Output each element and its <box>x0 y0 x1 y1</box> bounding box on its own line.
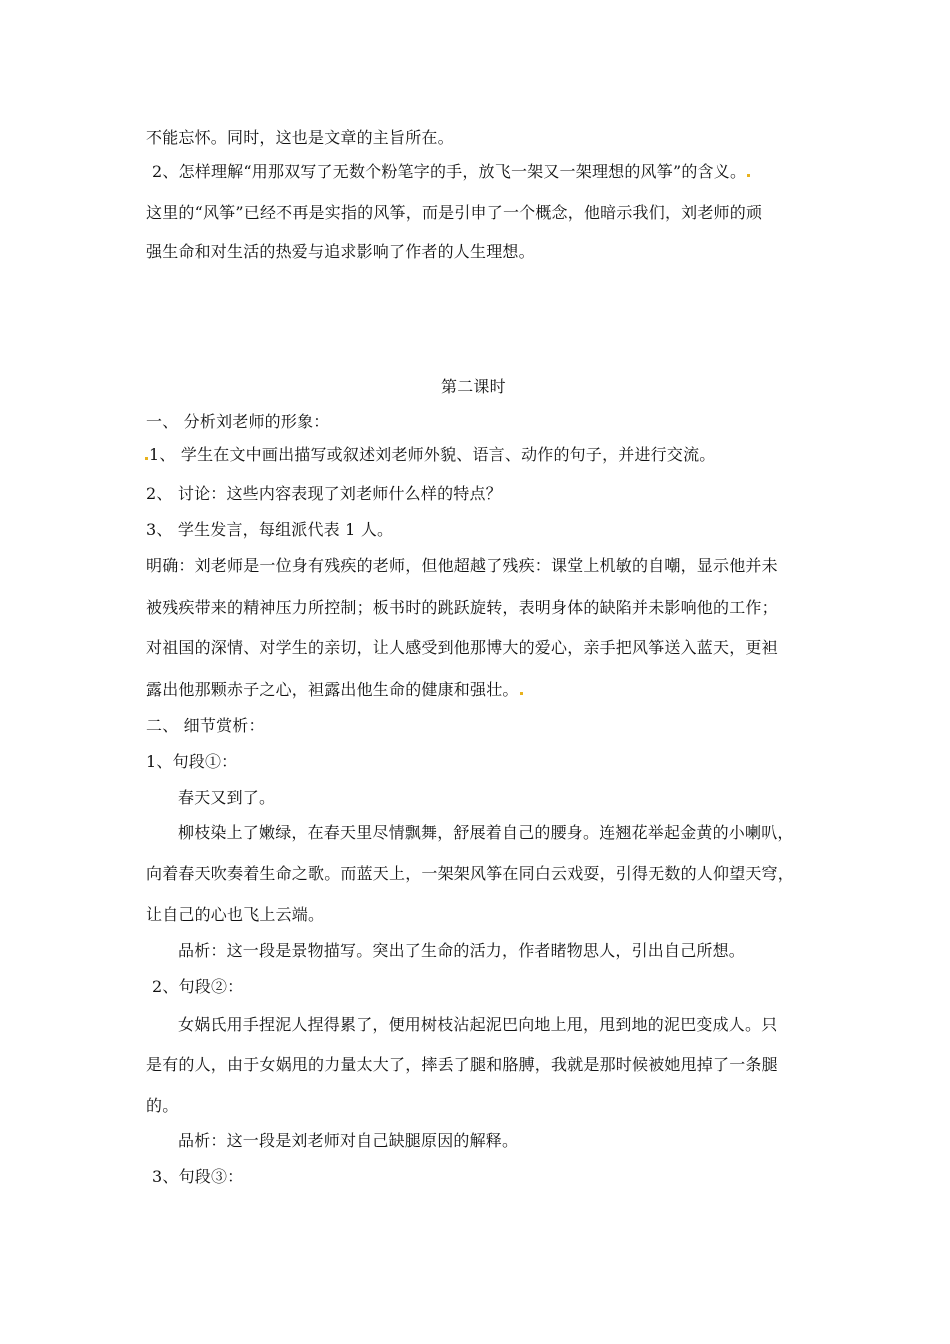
segment-2-text: 女娲氏用手捏泥人捏得累了，便用树枝沾起泥巴向地上甩，甩到地的泥巴变成人。只 <box>178 1015 778 1034</box>
part-1-item <box>144 445 715 465</box>
clarify-line: 明确：刘老师是一位身有残疾的老师，但他超越了残疾：课堂上机敏的自嘲，显示他并未 <box>146 556 778 575</box>
part-1-heading: 一、 分析刘老师的形象： <box>146 412 330 431</box>
segment-1-analysis: 品析：这一段是景物描写。突出了生命的活力，作者睹物思人，引出自己所想。 <box>178 941 746 960</box>
segment-1-label: 1、句段①： <box>146 752 238 771</box>
segment-1-text: 向着春天吹奏着生命之歌。而蓝天上，一架架风筝在同白云戏耍，引得无数的人仰望天穹， <box>146 864 795 883</box>
mark-dot <box>520 692 523 695</box>
segment-2-text: 是有的人，由于女娲甩的力量太大了，摔丢了腿和胳膊，我就是那时候被她甩掉了一条腿 <box>146 1055 778 1074</box>
clarify-line: 对祖国的深情、对学生的亲切，让人感受到他那博大的爱心，亲手把风筝送入蓝天，更袒 <box>146 638 778 657</box>
question-2-text: 2、怎样理解“用那双写了无数个粉笔字的手，放飞一架又一架理想的风筝”的含义。 <box>152 162 747 181</box>
part-1-item: 2、 讨论：这些内容表现了刘老师什么样的特点？ <box>146 484 502 503</box>
clarify-line: 被残疾带来的精神压力所控制；板书时的跳跃旋转，表明身体的缺陷并未影响他的工作； <box>146 598 778 617</box>
answer-line: 强生命和对生活的热爱与追求影响了作者的人生理想。 <box>146 242 535 261</box>
segment-1-text: 春天又到了。 <box>178 788 276 807</box>
part-2-heading: 二、 细节赏析： <box>146 716 265 735</box>
intro-line: 不能忘怀。同时，这也是文章的主旨所在。 <box>146 128 454 147</box>
segment-3-label: 3、句段③： <box>152 1167 244 1186</box>
segment-2-text: 的。 <box>146 1096 179 1115</box>
part-1-item-text: 1、 学生在文中画出描写或叙述刘老师外貌、语言、动作的句子，并进行交流。 <box>149 445 716 464</box>
question-2 <box>152 162 751 182</box>
segment-1-text: 让自己的心也飞上云端。 <box>146 905 325 924</box>
clarify-line-text: 露出他那颗赤子之心，袒露出他生命的健康和强壮。 <box>146 680 519 699</box>
mark-dot <box>145 457 148 460</box>
segment-1-text: 柳枝染上了嫩绿，在春天里尽情飘舞，舒展着自己的腰身。连翘花举起金黄的小喇叭， <box>178 823 794 842</box>
section-title: 第二课时 <box>441 377 506 396</box>
segment-2-analysis: 品析：这一段是刘老师对自己缺腿原因的解释。 <box>178 1131 519 1150</box>
segment-2-label: 2、句段②： <box>152 977 244 996</box>
mark-dot <box>747 174 750 177</box>
answer-line: 这里的“风筝”已经不再是实指的风筝，而是引申了一个概念，他暗示我们，刘老师的顽 <box>146 203 763 222</box>
clarify-line <box>146 680 524 700</box>
part-1-item: 3、 学生发言，每组派代表 1 人。 <box>146 520 394 539</box>
